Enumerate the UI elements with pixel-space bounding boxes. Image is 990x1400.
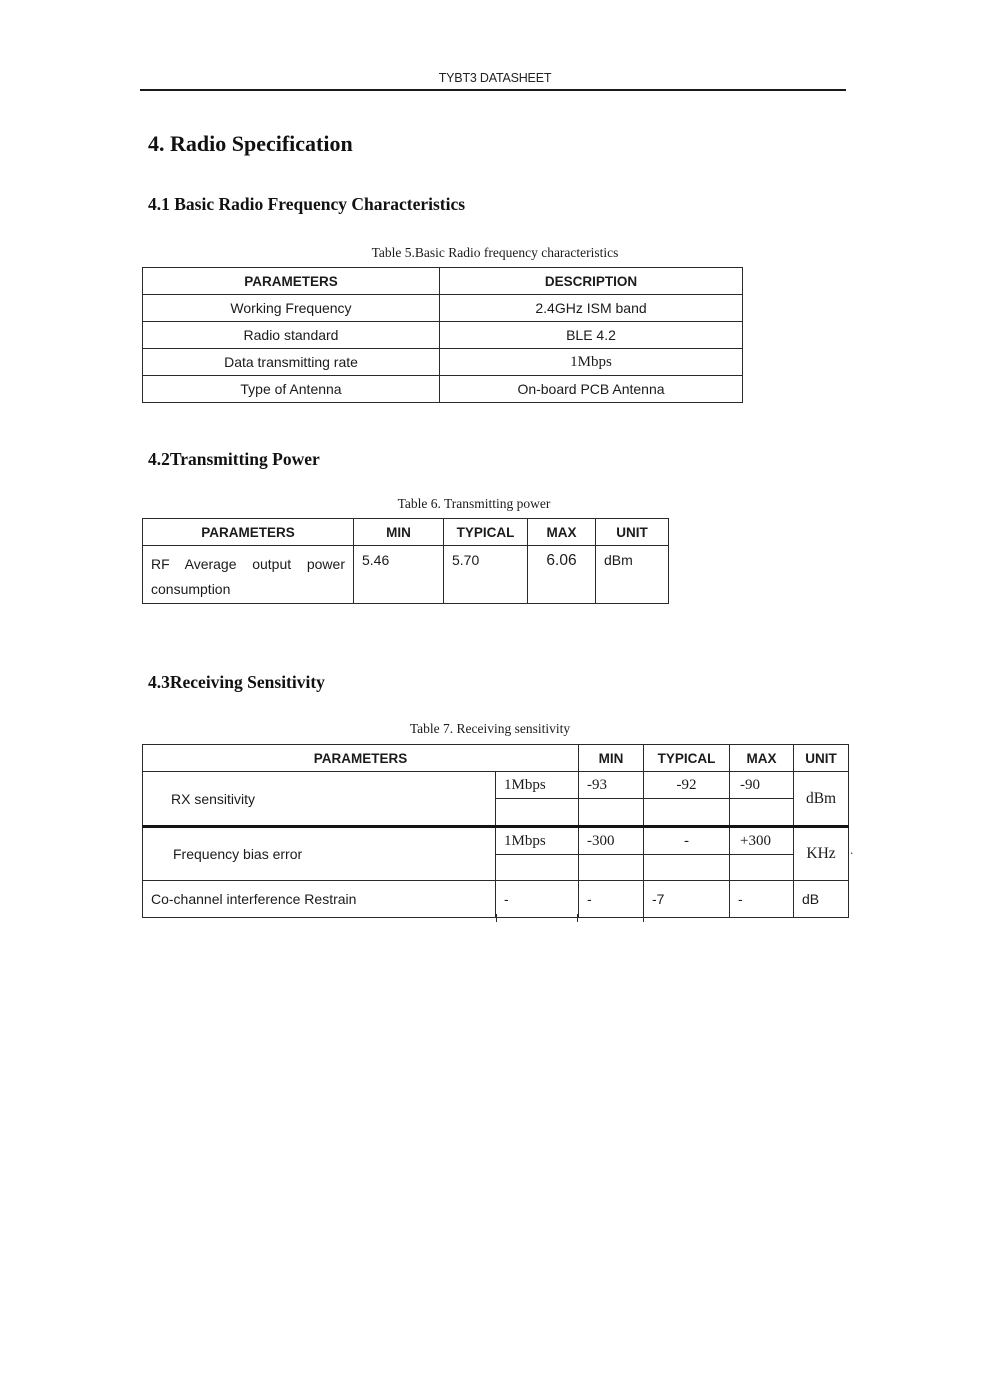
table7-freqbias-label-cell: Frequency bias error — [143, 827, 496, 881]
table7-caption: Table 7. Receiving sensitivity — [409, 721, 571, 736]
table7-rx-label-cell: RX sensitivity — [143, 772, 496, 827]
table7-cutoff-gridline — [496, 914, 497, 922]
table-row — [143, 376, 743, 403]
table5-parameter-cell: Working Frequency — [143, 295, 440, 322]
table7-freqbias-typical-cell: - — [644, 827, 730, 855]
empty-cell — [579, 799, 644, 827]
table7-cochannel-typical-cell: -7 — [644, 881, 730, 918]
table6-header-unit: UNIT — [596, 519, 669, 546]
table6-unit-cell: dBm — [596, 546, 669, 604]
table7-receiving-sensitivity — [142, 744, 849, 918]
table6-parameter-cell — [143, 546, 354, 604]
empty-cell — [730, 855, 794, 881]
table6-parameter-line2: consumption — [151, 581, 231, 597]
table7-rx-unit-cell: dBm — [794, 772, 849, 827]
table6-typical-cell: 5.70 — [444, 546, 528, 604]
table-row-co-channel — [143, 881, 849, 918]
table7-freqbias-rate-cell: 1Mbps — [496, 827, 579, 855]
table7-header-row — [143, 745, 849, 772]
table7-cochannel-min-cell: - — [579, 881, 644, 918]
header-rule — [140, 89, 846, 91]
page-header-title: TYBT3 DATASHEET — [438, 71, 552, 85]
table7-cochannel-rate-cell: - — [496, 881, 579, 918]
table6-header-typical: TYPICAL — [444, 519, 528, 546]
table5-description-cell: 1Mbps — [440, 349, 743, 376]
table7-cutoff-gridline — [577, 914, 578, 922]
empty-cell — [579, 855, 644, 881]
table5-header-description: DESCRIPTION — [440, 268, 743, 295]
table7-rx-max-cell: -90 — [730, 772, 794, 799]
table5-parameter-cell: Data transmitting rate — [143, 349, 440, 376]
table7-freqbias-max-cell: +300 — [730, 827, 794, 855]
table5-basic-rf-characteristics — [142, 267, 743, 403]
table6-max-cell: 6.06 — [528, 546, 596, 604]
table7-rx-min-cell: -93 — [579, 772, 644, 799]
table7-header-typical: TYPICAL — [644, 745, 730, 772]
table-row-frequency-bias — [143, 827, 849, 855]
table7-rx-rate-cell: 1Mbps — [496, 772, 579, 799]
table5-description-cell: BLE 4.2 — [440, 322, 743, 349]
empty-cell — [496, 799, 579, 827]
table7-header-unit: UNIT — [794, 745, 849, 772]
section-title-basic-rf-characteristics: 4.1 Basic Radio Frequency Characteristics — [148, 194, 466, 214]
table6-header-row — [143, 519, 669, 546]
table5-caption: Table 5.Basic Radio frequency characteristics — [371, 245, 619, 260]
empty-cell — [644, 799, 730, 827]
table7-header-parameters: PARAMETERS — [143, 745, 579, 772]
table7-cutoff-gridline — [643, 914, 644, 922]
table7-header-min: MIN — [579, 745, 644, 772]
table6-transmitting-power — [142, 518, 669, 604]
table5-description-cell: On-board PCB Antenna — [440, 376, 743, 403]
table5-header-row — [143, 268, 743, 295]
table7-freqbias-min-cell: -300 — [579, 827, 644, 855]
table-row-rx-sensitivity — [143, 772, 849, 799]
empty-cell — [730, 799, 794, 827]
table-row — [143, 349, 743, 376]
table-row — [143, 322, 743, 349]
table-row — [143, 546, 669, 604]
table5-description-cell: 2.4GHz ISM band — [440, 295, 743, 322]
section-title-radio-specification: 4. Radio Specification — [148, 131, 353, 156]
stray-dot-artifact: . — [850, 842, 854, 857]
table5-parameter-cell: Type of Antenna — [143, 376, 440, 403]
table6-header-parameters: PARAMETERS — [143, 519, 354, 546]
section-title-receiving-sensitivity: 4.3Receiving Sensitivity — [148, 672, 325, 692]
table7-cochannel-unit-cell: dB — [794, 881, 849, 918]
table7-cochannel-label-cell: Co-channel interference Restrain — [143, 881, 496, 918]
table5-parameter-cell: Radio standard — [143, 322, 440, 349]
table6-caption: Table 6. Transmitting power — [397, 496, 551, 511]
table6-header-min: MIN — [354, 519, 444, 546]
table7-cochannel-max-cell: - — [730, 881, 794, 918]
table5-header-parameters: PARAMETERS — [143, 268, 440, 295]
table7-freqbias-unit-cell: KHz — [794, 827, 849, 881]
empty-cell — [644, 855, 730, 881]
section-title-transmitting-power: 4.2Transmitting Power — [148, 449, 320, 469]
table7-rx-typical-cell: -92 — [644, 772, 730, 799]
table6-header-max: MAX — [528, 519, 596, 546]
table7-header-max: MAX — [730, 745, 794, 772]
empty-cell — [496, 855, 579, 881]
table6-parameter-line1: RF Average output power — [151, 556, 345, 572]
table6-min-cell: 5.46 — [354, 546, 444, 604]
table-row — [143, 295, 743, 322]
